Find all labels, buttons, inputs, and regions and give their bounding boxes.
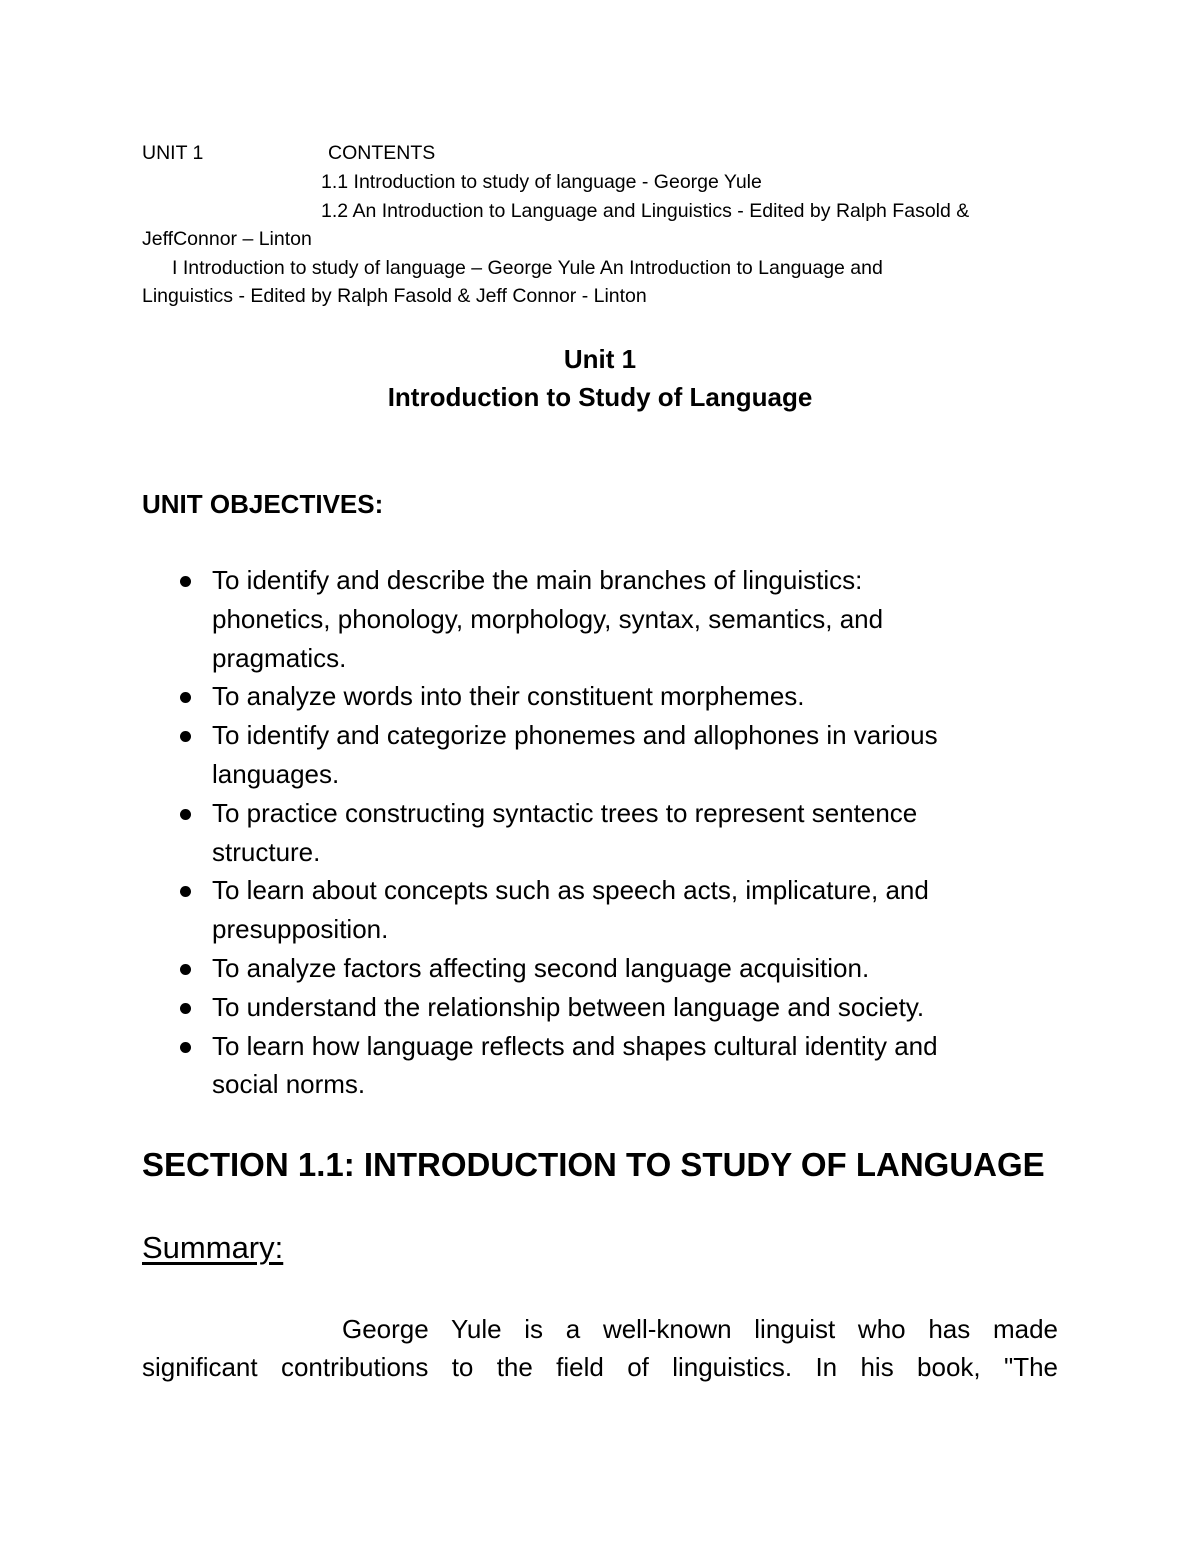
bullet-icon	[180, 731, 191, 742]
objective-text-line: presupposition.	[212, 914, 389, 945]
objectives-heading: UNIT OBJECTIVES:	[142, 489, 384, 519]
objective-text-line: social norms.	[212, 1069, 366, 1100]
bullet-icon	[180, 964, 191, 975]
bullet-icon	[180, 576, 191, 587]
objective-text-line: To identify and categorize phonemes and allophones in various	[212, 720, 938, 751]
bullet-icon	[180, 809, 191, 820]
objective-item	[142, 949, 1062, 988]
contents-item-1: 1.1 Introduction to study of language - George Yule	[321, 171, 762, 193]
objective-item	[142, 988, 1062, 1027]
objectives-list	[142, 561, 1062, 1104]
contents-item-2-line2: JeffConnor – Linton	[142, 228, 312, 250]
objective-text-line: To learn how language reflects and shapes cultural identity and	[212, 1030, 938, 1061]
objective-text-line: pragmatics.	[212, 642, 347, 673]
bullet-icon	[180, 1003, 191, 1014]
bullet-icon	[180, 886, 191, 897]
objective-text-line: To identify and describe the main branches of linguistics:	[212, 565, 863, 595]
bullet-icon	[180, 1042, 191, 1053]
summary-paragraph-line-1: George Yule is a well-known linguist who has made	[342, 1314, 1058, 1344]
objective-item	[142, 1027, 1062, 1105]
objective-text-line: To analyze factors affecting second language acquisition.	[212, 952, 870, 983]
objective-text-line: phonetics, phonology, morphology, syntax, semantics, and	[212, 603, 884, 634]
objective-text-line: To practice constructing syntactic trees to represent sentence	[212, 797, 918, 828]
contents-note-line1: I Introduction to study of language – George Yule An Introduction to Language and	[172, 257, 883, 279]
objective-item	[142, 561, 1062, 677]
contents-item-2-line1: 1.2 An Introduction to Language and Linguistics - Edited by Ralph Fasold &	[321, 200, 970, 222]
contents-unit-label: UNIT 1	[142, 142, 204, 164]
summary-heading: Summary:	[142, 1230, 284, 1265]
contents-note-line2: Linguistics - Edited by Ralph Fasold & Jeff Connor - Linton	[142, 285, 647, 307]
objective-item	[142, 871, 1062, 949]
objective-text-line: structure.	[212, 836, 321, 867]
unit-title: Introduction to Study of Language	[387, 382, 813, 412]
objective-item	[142, 677, 1062, 716]
bullet-icon	[180, 692, 191, 703]
summary-paragraph-line-2: significant contributions to the field of linguistics. In his book, "The	[142, 1352, 1058, 1382]
section-heading: SECTION 1.1: INTRODUCTION TO STUDY OF LANGUAGE	[142, 1146, 1045, 1183]
objective-item	[142, 794, 1062, 872]
objective-text-line: To learn about concepts such as speech acts, implicature, and	[212, 875, 929, 906]
objective-text-line: To understand the relationship between language and society.	[212, 991, 925, 1022]
objective-text-line: To analyze words into their constituent morphemes.	[212, 681, 805, 712]
unit-number-title: Unit 1	[563, 344, 637, 374]
contents-heading: CONTENTS	[328, 142, 436, 164]
objective-text-line: languages.	[212, 758, 340, 789]
objective-item	[142, 716, 1062, 794]
